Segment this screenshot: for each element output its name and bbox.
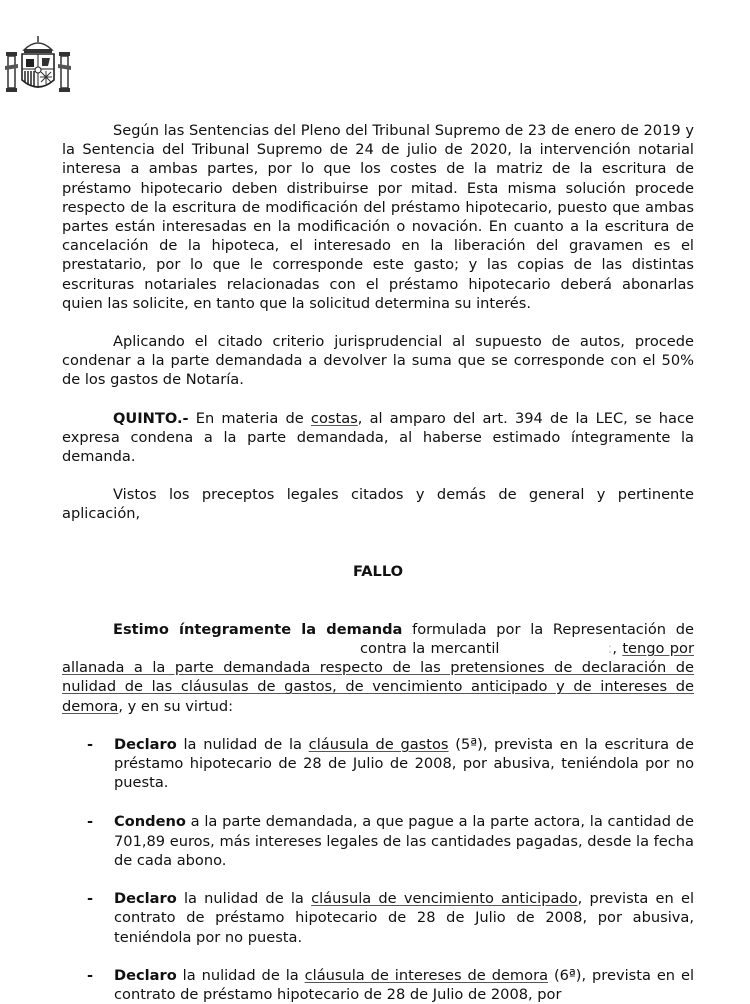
fallo-intro-bold: Estimo íntegramente la demanda	[113, 620, 403, 638]
section-label-quinto: QUINTO.-	[113, 409, 189, 427]
item-underlined: cláusula de vencimiento anticipado	[311, 890, 578, 908]
bullet-dash: -	[87, 813, 94, 831]
item-text-before: la nulidad de la	[176, 735, 309, 753]
item-text-after: (6ª), prevista en el contrato de préstamo hipotecario de 28 de Julio de 2008, por	[114, 966, 694, 1003]
bullet-dash: -	[87, 966, 94, 984]
fallo-intro-text2: contra la mercantil	[360, 640, 500, 658]
item-underlined: cláusula de gastos	[308, 735, 449, 753]
costas-text-before: En materia de	[188, 409, 311, 427]
fallo-intro-underlined: tengo por allanada a la parte demandada respecto de las pretensiones de declaración de nulidad de las cláusulas de gastos, de vencimiento anticipado y de intereses de demora	[62, 640, 694, 715]
paragraph-vistos: Vistos los preceptos legales citados y demás de general y pertinente aplicación,	[62, 486, 694, 523]
document-body	[62, 121, 694, 1004]
item-text-after: , prevista en el contrato de préstamo hipotecario de 28 de Julio de 2008, por abusiva, teniéndola por no puesta.	[114, 890, 694, 946]
costas-text-after: , al amparo del art. 394 de la LEC, se hace expresa condena a la parte demandada, al haberse estimado íntegramente la demanda.	[62, 409, 694, 466]
item-text-before: la nulidad de la	[176, 890, 312, 908]
fallo-intro-text3: ,	[612, 640, 617, 658]
item-underlined: cláusula de intereses de demora	[304, 966, 549, 984]
fallo-item-clausula-gastos	[62, 735, 694, 793]
item-verb: Declaro	[114, 735, 177, 753]
paragraph-quinto-costas	[62, 409, 694, 467]
costas-underlined: costas	[310, 409, 358, 427]
item-text-after: (5ª), prevista en la escritura de préstamo hipotecario de 28 de Julio de 2008, por abusiva, teniéndola por no puesta.	[114, 735, 694, 792]
bullet-dash: -	[87, 735, 94, 753]
fallo-intro-text1: formulada por la Representación de	[402, 620, 694, 638]
redaction-mark: :	[607, 640, 613, 658]
fallo-item-condena-cantidad	[62, 812, 694, 870]
bullet-dash: -	[87, 890, 94, 908]
item-verb: Declaro	[114, 890, 177, 908]
fallo-intro	[62, 620, 694, 716]
fallo-heading: FALLO	[352, 562, 404, 580]
item-text-before: a la parte demandada, a que pague a la parte actora, la cantidad de 701,89 euros, más intereses legales de las cantidades pagadas, desde la fecha de cada abono.	[114, 813, 694, 869]
fallo-item-vencimiento-anticipado	[62, 889, 694, 947]
coat-of-arms-icon	[4, 34, 72, 94]
paragraph-jurisprudence: Según las Sentencias del Pleno del Tribunal Supremo de 23 de enero de 2019 y la Sentencia del Tribunal Supremo de 24 de julio de 2020, la intervención notarial interesa a ambas partes, por lo que los costes de la matriz de la escritura de préstamo hipotecario deben distribuirse por mitad. Esta misma solución procede respecto de la escritura de modificación del préstamo hipotecario, puesto que ambas partes están interesadas en la modificación o novación. En cuanto a la escritura de cancelación de la hipoteca, el interesado en la liberación del gravamen es el prestatario, por lo que le corresponde este gasto; y las copias de las distintas escrituras notariales relacionadas con el préstamo hipotecario deberá abonarlas quien las solicite, en tanto que la solicitud determina su interés.	[62, 122, 694, 312]
item-text-before: la nulidad de la	[176, 966, 305, 984]
paragraph-applying-criterion: Aplicando el citado criterio jurisprudencial al supuesto de autos, procede condenar a la parte demandada a devolver la suma que se corresponde con el 50% de los gastos de Notaría.	[62, 333, 694, 389]
item-verb: Declaro	[114, 966, 177, 984]
fallo-intro-text4: , y en su virtud:	[118, 697, 234, 715]
item-verb: Condeno	[114, 813, 186, 831]
